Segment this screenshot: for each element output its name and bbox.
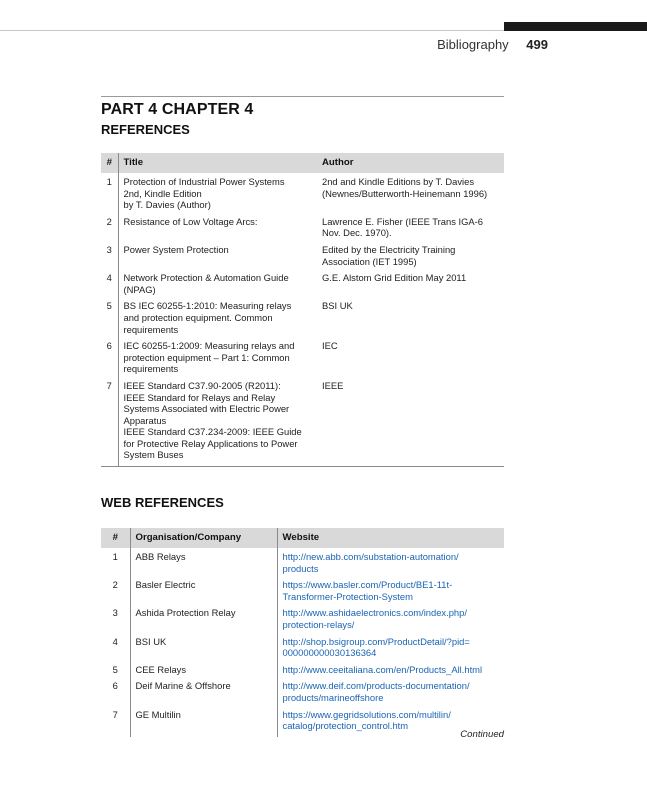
table-row [101, 337, 504, 377]
website-link[interactable]: http://new.abb.com/substation-automation/ products [277, 548, 504, 576]
reference-number: 4 [106, 272, 112, 284]
web-reference-number: 7 [112, 708, 118, 720]
web-reference-number: 3 [112, 607, 118, 619]
reference-title: IEC 60255-1:2009: Measuring relays and protection equipment – Part 1: Common requirements [118, 337, 317, 377]
column-header-num: # [101, 528, 130, 548]
table-row [101, 661, 504, 678]
reference-number: 1 [106, 176, 112, 187]
table-row [101, 548, 504, 576]
organisation-name: Ashida Protection Relay [130, 604, 277, 632]
reference-author: Lawrence E. Fisher (IEEE Trans IGA-6 Nov. Dec. 1970). [322, 215, 483, 239]
organisation-name: Deif Marine & Offshore [130, 677, 277, 705]
reference-author: 2nd and Kindle Editions by T. Davies (Newnes/Butterworth-Heinemann 1996) [322, 176, 488, 199]
reference-number: 3 [106, 243, 112, 255]
column-header-author: Author [317, 153, 504, 173]
reference-title: Protection of Industrial Power Systems 2nd, Kindle Edition by T. Davies (Author) [118, 173, 317, 213]
website-link[interactable]: https://www.gegridsolutions.com/multilin/ catalog/protection_control.htm [277, 706, 504, 737]
web-reference-number: 6 [112, 680, 118, 692]
running-header [437, 37, 548, 52]
references-table-wrap [101, 153, 504, 467]
organisation-name: ABB Relays [130, 548, 277, 576]
organisation-name: GE Multilin [130, 706, 277, 737]
web-reference-number: 4 [112, 635, 118, 647]
table-header-row [101, 153, 504, 173]
reference-author: Edited by the Electricity Training Association (IET 1995) [322, 243, 456, 267]
column-header-num: # [101, 153, 118, 173]
reference-number: 5 [106, 300, 112, 312]
web-reference-number: 2 [112, 579, 118, 591]
web-reference-number: 1 [112, 551, 118, 562]
web-references-table-wrap [101, 528, 504, 737]
organisation-name: Basler Electric [130, 576, 277, 604]
table-row [101, 633, 504, 661]
reference-number: 7 [106, 379, 112, 391]
table-row [101, 576, 504, 604]
reference-author: BSI UK [322, 300, 353, 312]
continued-label: Continued [460, 729, 504, 740]
organisation-name: BSI UK [130, 633, 277, 661]
table-row [101, 241, 504, 269]
reference-title: Power System Protection [118, 241, 317, 269]
table-row [101, 604, 504, 632]
reference-author: IEEE [322, 379, 344, 391]
website-link[interactable]: http://shop.bsigroup.com/ProductDetail/?pid= 000000000030136364 [277, 633, 504, 661]
web-reference-number: 5 [112, 663, 118, 675]
web-references-heading: WEB REFERENCES [101, 495, 224, 510]
website-link[interactable]: http://www.ashidaelectronics.com/index.php/ protection-relays/ [277, 604, 504, 632]
page-number: 499 [526, 37, 548, 52]
table-row [101, 677, 504, 705]
website-link[interactable]: http://www.ceeitaliana.com/en/Products_All.html [277, 661, 504, 678]
website-link[interactable]: http://www.deif.com/products-documentation/ products/marineoffshore [277, 677, 504, 705]
table-row [101, 213, 504, 241]
running-title: Bibliography [437, 37, 509, 52]
references-heading: REFERENCES [101, 122, 190, 137]
table-row [101, 269, 504, 297]
references-table [101, 153, 504, 467]
reference-title: IEEE Standard C37.90-2005 (R2011): IEEE Standard for Relays and Relay Systems Associated with Electric Power Apparatus IEEE Standard C37.234-2009: IEEE Guide for Protective Relay Applications to Power System Buses [118, 377, 317, 467]
column-header-organisation: Organisation/Company [130, 528, 277, 548]
column-header-website: Website [277, 528, 504, 548]
table-row [101, 377, 504, 467]
table-row [101, 297, 504, 337]
references-table-body [101, 173, 504, 467]
table-header-row [101, 528, 504, 548]
page-corner-bar [504, 22, 647, 31]
reference-author: G.E. Alstom Grid Edition May 2011 [322, 272, 467, 284]
section-rule [101, 96, 504, 97]
reference-title: Resistance of Low Voltage Arcs: [118, 213, 317, 241]
organisation-name: CEE Relays [130, 661, 277, 678]
chapter-title: PART 4 CHAPTER 4 [101, 101, 254, 118]
web-references-table [101, 528, 504, 737]
website-link[interactable]: https://www.basler.com/Product/BE1-11t- Transformer-Protection-System [277, 576, 504, 604]
web-references-table-body [101, 548, 504, 737]
column-header-title: Title [118, 153, 317, 173]
reference-number: 2 [106, 215, 112, 227]
reference-title: Network Protection & Automation Guide (NPAG) [118, 269, 317, 297]
reference-title: BS IEC 60255-1:2010: Measuring relays and protection equipment. Common requirements [118, 297, 317, 337]
reference-author: IEC [322, 340, 338, 352]
reference-number: 6 [106, 340, 112, 352]
table-row [101, 173, 504, 213]
